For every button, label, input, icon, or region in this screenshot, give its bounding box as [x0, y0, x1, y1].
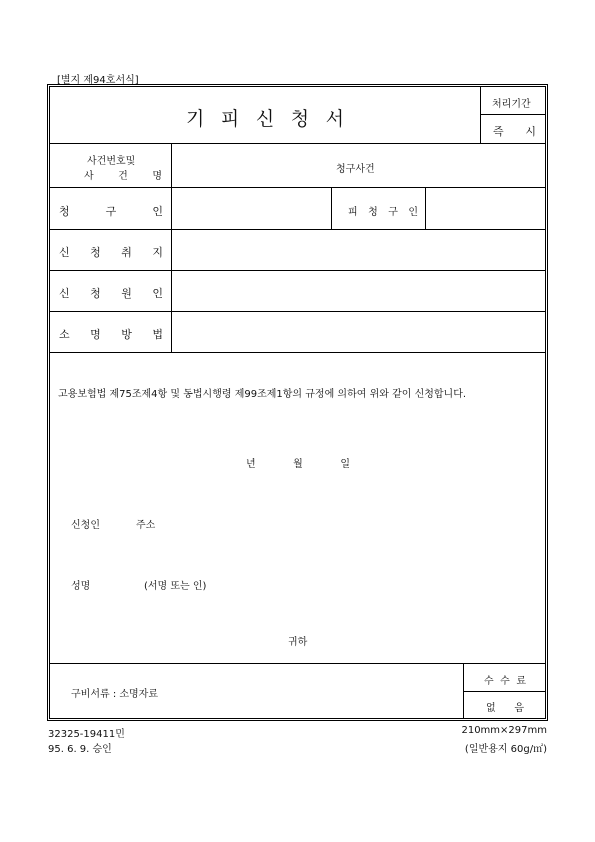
approval-date: 95. 6. 9. 승인 — [48, 744, 112, 755]
name-label: 성명 — [71, 581, 91, 592]
purpose-field[interactable] — [172, 230, 545, 269]
respondent-field[interactable] — [426, 188, 545, 228]
signature-hint: (서명 또는 인) — [144, 581, 207, 592]
address-field[interactable] — [160, 510, 530, 532]
claimant-field[interactable] — [172, 188, 330, 228]
case-field[interactable] — [172, 144, 545, 186]
address-label: 주소 — [136, 520, 156, 531]
claimant-label: 청 구 인 — [59, 205, 163, 218]
form-title: 기 피 신 청 서 — [186, 108, 344, 130]
rule-evidence-bottom — [49, 352, 546, 353]
case-number-label: 사건번호및 — [87, 156, 136, 167]
evidence-field[interactable] — [172, 312, 545, 351]
form-code: 32325-19411민 — [48, 729, 125, 740]
addressee-label: 귀하 — [288, 637, 308, 648]
form-number-label: [별지 제94호서식] — [57, 75, 139, 86]
cause-field[interactable] — [172, 271, 545, 310]
fee-value: 없 음 — [486, 703, 524, 714]
respondent-label: 피 청 구 인 — [348, 207, 418, 218]
evidence-label: 소 명 방 법 — [59, 328, 163, 341]
rule-fee-left — [463, 663, 464, 719]
case-name-label: 사 건 명 — [84, 171, 162, 182]
processing-period-label: 처리기간 — [492, 99, 531, 110]
rule-body-bottom — [49, 663, 546, 664]
legal-statement: 고용보험법 제75조제4항 및 동법시행령 제99조제1항의 규정에 의하여 위와 같이 신청합니다. — [58, 389, 467, 400]
paper-size: 210mm×297mm — [461, 725, 547, 736]
purpose-label: 신 청 취 지 — [59, 246, 163, 259]
applicant-label: 신청인 — [71, 520, 100, 531]
date-line: 년 월 일 — [246, 459, 350, 470]
rule-processing-mid — [480, 114, 546, 115]
paper-type: (일반용지 60g/㎡) — [464, 744, 547, 755]
fee-label: 수 수 료 — [484, 676, 526, 687]
required-documents: 구비서류 : 소명자료 — [71, 689, 159, 700]
processing-period-value: 즉 시 — [493, 125, 536, 138]
cause-label: 신 청 원 인 — [59, 287, 163, 300]
rule-respondent-left — [331, 187, 332, 229]
name-field[interactable] — [96, 571, 140, 593]
rule-processing-left — [480, 86, 481, 143]
rule-fee-mid — [463, 691, 546, 692]
case-claim-text: 청구사건 — [336, 164, 375, 175]
